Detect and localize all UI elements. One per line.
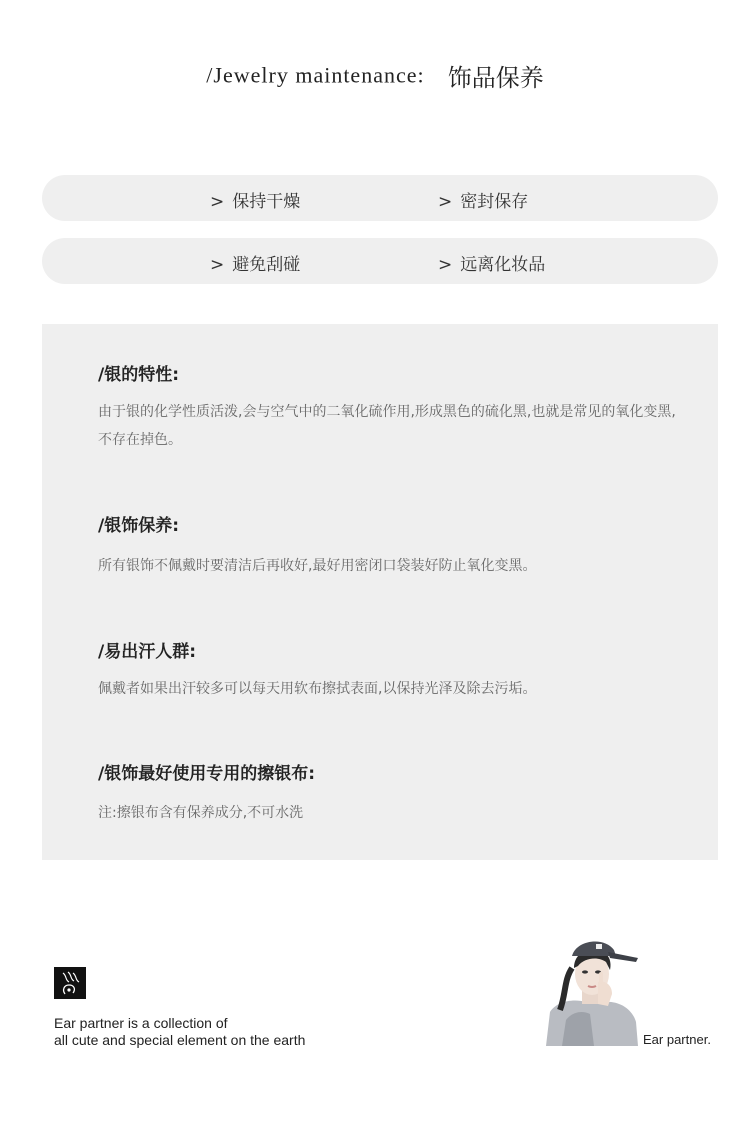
tip-label: 远离化妆品 <box>460 255 546 275</box>
tip-label: 密封保存 <box>460 192 529 212</box>
section-title: /银的特性: <box>98 365 180 385</box>
care-info-panel <box>42 324 718 860</box>
chevron-right-icon: > <box>210 255 225 275</box>
tagline-line-2: all cute and special element on the earth <box>54 1032 306 1048</box>
tip-item <box>210 250 300 275</box>
chevron-right-icon: > <box>438 192 453 212</box>
tip-item <box>210 187 300 212</box>
tips-row-1 <box>42 175 718 221</box>
model-photo <box>542 932 640 1046</box>
section-body: 注:擦银布含有保养成分,不可水洗 <box>98 805 304 821</box>
section-title: /银饰最好使用专用的擦银布: <box>98 764 316 784</box>
page-title <box>0 58 750 93</box>
tip-label: 避免刮碰 <box>232 255 301 275</box>
section-title: /银饰保养: <box>98 516 180 536</box>
tip-item <box>438 250 545 275</box>
ear-partner-logo-icon <box>54 967 86 999</box>
brand-tagline <box>54 1015 305 1049</box>
brand-name: Ear partner. <box>643 1032 711 1047</box>
title-chinese: 饰品保养 <box>447 64 544 92</box>
tagline-line-1: Ear partner is a collection of <box>54 1015 228 1031</box>
section-body: 由于银的化学性质活泼,会与空气中的二氧化硫作用,形成黑色的硫化黑,也就是常见的氧化变黑,不存在掉色。 <box>98 404 676 448</box>
tip-label: 保持干燥 <box>232 192 301 212</box>
tip-item <box>438 187 528 212</box>
section-body: 佩戴者如果出汗较多可以每天用软布擦拭表面,以保持光泽及除去污垢。 <box>98 681 537 697</box>
tips-row-2 <box>42 238 718 284</box>
chevron-right-icon: > <box>438 255 453 275</box>
title-english: /Jewelry maintenance: <box>206 62 425 88</box>
chevron-right-icon: > <box>210 192 225 212</box>
section-body: 所有银饰不佩戴时要清洁后再收好,最好用密闭口袋装好防止氧化变黑。 <box>98 558 537 574</box>
section-title: /易出汗人群: <box>98 642 197 662</box>
